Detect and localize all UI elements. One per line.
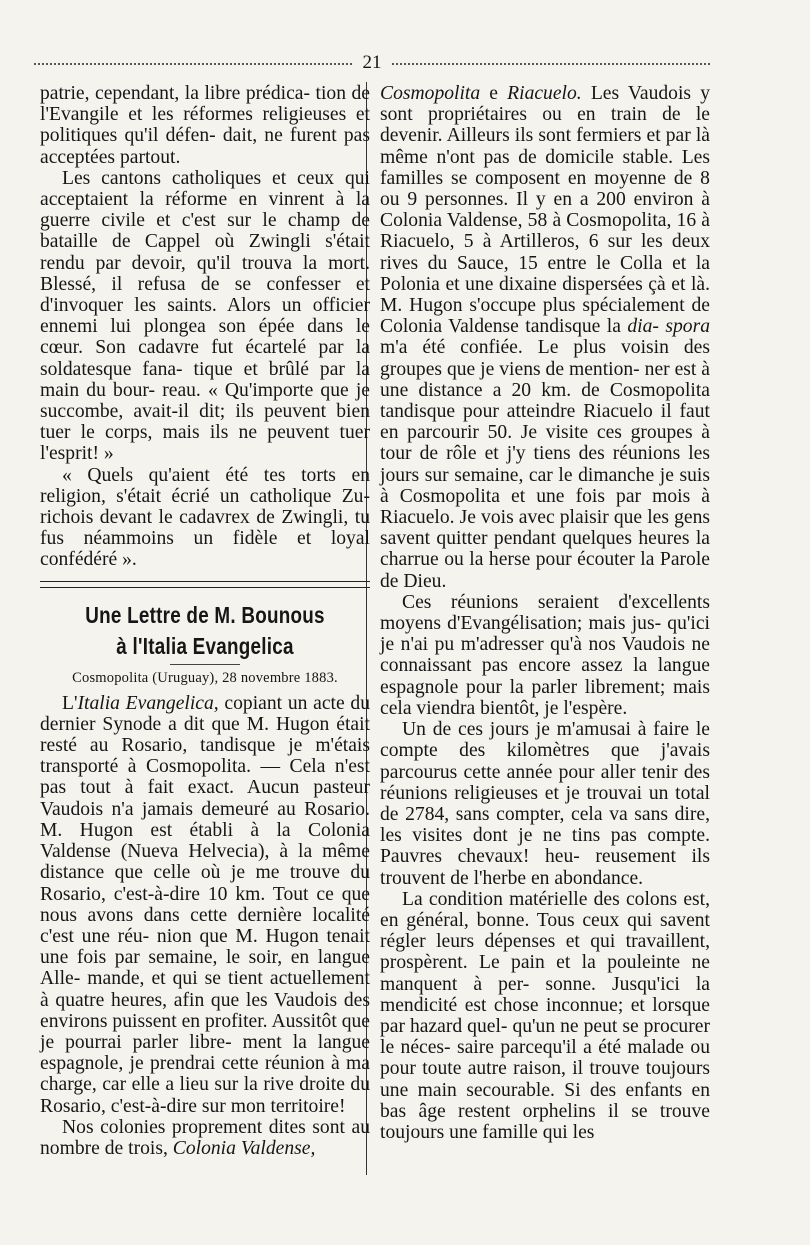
paragraph <box>380 592 710 719</box>
text-line: et par là même n'ont pas de domicile <box>380 125 710 168</box>
text-line: tu fus néammoins un fidèle et loyal <box>40 507 370 550</box>
text-line: inconnue; et lorsque par hazard quel- <box>380 994 710 1037</box>
paragraph <box>380 889 710 1143</box>
text-line: visite ces groupes à tour de rôle et <box>380 422 710 465</box>
text-line: Cosmopolita et une fois par mois à <box>399 485 710 507</box>
paragraph <box>40 465 370 571</box>
text-line: pasteur Vaudois n'a jamais demeuré <box>40 777 370 820</box>
text-line: parler librement; mais cela viendra <box>380 676 711 719</box>
text-line: stable. Les familles se composent en <box>380 146 710 189</box>
article-title-line1: Une Lettre de M. Bounous <box>85 601 325 628</box>
right-column <box>380 83 710 1143</box>
text-line: religion, s'était écrié un catholique Zu- <box>40 485 370 507</box>
text-line: semaine, car le dimanche je suis à <box>380 464 710 507</box>
text-line: gens savent quitter pendant quelques <box>380 507 710 550</box>
text-line: en bas âge restent orphelins il se <box>380 1079 710 1122</box>
text-line: tique et brûlé par la main du bour- <box>40 358 370 401</box>
text-line: qu'un ne peut se procurer le néces- <box>380 1015 710 1059</box>
text-line: la même distance que celle où je me <box>40 841 370 884</box>
paragraph <box>40 1117 370 1159</box>
text-line: et une dixaine dispersées çà et là. <box>445 273 710 295</box>
left-top-text <box>40 83 370 571</box>
text-line: Nos colonies proprement dites sont <box>62 1116 345 1138</box>
left-bottom-text <box>40 693 370 1159</box>
text-line: le compte des kilomètres que j'avais <box>380 719 710 762</box>
text-line: parcourus cette année pour aller tenir <box>380 761 678 783</box>
text-line: était resté au Rosario, tandisque je <box>40 713 370 757</box>
text-line: tion de l'Evangile et les réformes <box>40 83 371 126</box>
paragraph <box>40 693 370 1117</box>
text-line: M. Hugon s'occupe plus spécialement <box>380 295 685 317</box>
text-line: religieuses et politiques qu'il défen- <box>40 104 370 147</box>
text-line: à la guerre civile et c'est sur le <box>40 189 370 232</box>
text-line: confédéré ». <box>40 549 137 571</box>
text-line: trouve toujours une famille qui les <box>380 1100 710 1143</box>
text-line: au Rosario. M. Hugon est établi à la <box>40 798 371 841</box>
text-line: La condition matérielle des colons <box>402 888 678 910</box>
article-dateline: Cosmopolita (Uruguay), 28 novembre 1883. <box>72 669 338 686</box>
text-line: ner est à une distance a 20 km. de <box>380 358 710 401</box>
text-line: l'esprit! » <box>40 443 114 465</box>
text-line: Cosmopolita tandisque pour atteindre <box>380 379 710 423</box>
text-line: saire parcequ'il a été malade ou pour <box>380 1037 710 1080</box>
text-line: heures la charrue ou la herse pour <box>380 528 711 571</box>
text-line: est, en général, bonne. Tous ceux <box>380 888 711 931</box>
text-line: son épée dans le cœur. Son cadavre <box>40 316 371 359</box>
title-ornament <box>170 664 240 665</box>
text-line: qu'ici je n'ai pu m'adresser qu'à nos <box>380 613 710 656</box>
text-line: sonne. Jusqu'ici la mendicité est chose <box>380 973 710 1016</box>
text-line: j'y tiens des réunions les jours sur <box>380 443 710 486</box>
text-line: de Colonia Valdense tandisque la dia- <box>380 295 710 338</box>
left-column <box>40 83 370 1159</box>
text-line: à Artilleros, 6 sur les deux rives du <box>380 231 711 274</box>
text-line: km. Tout ce que nous avons dans <box>40 883 370 926</box>
text-line: Colonia Valdense (Nueva Helvecia), à <box>40 819 370 863</box>
text-line: des groupes que je viens de mention- <box>380 337 710 380</box>
text-line: a lieu sur la rive droite du Rosario, <box>40 1074 371 1117</box>
text-line: cette réunion à ma charge, car elle <box>40 1053 370 1096</box>
text-line: spora m'a été confiée. Le plus voisin <box>380 316 711 359</box>
text-line: assez la langue espagnole pour la <box>380 655 710 698</box>
text-line: trouva la mort. Blessé, il refusa de <box>40 252 370 295</box>
text-line: Ces réunions seraient d'excellents <box>402 591 710 613</box>
text-line: toute autre raison, il trouve toujours <box>422 1058 710 1080</box>
text-line: Les cantons catholiques et ceux <box>62 167 335 189</box>
text-line: Riacuelo. Je vois avec plaisir que les <box>380 507 669 529</box>
text-line: le devenir. Ailleurs ils sont fermiers <box>380 104 710 147</box>
text-line: dait, ne furent pas acceptées partout. <box>40 125 370 168</box>
text-line: en a 200 environ à Colonia Valdense, <box>380 189 710 232</box>
text-line: reusement ils trouvent de l'herbe en <box>380 846 710 889</box>
paragraph <box>380 719 710 889</box>
paragraph <box>40 168 370 465</box>
text-line: fut écartelé par la soldatesque fana- <box>40 337 370 380</box>
text-line: Cela n'est pas tout à fait exact. Aucun <box>40 756 370 799</box>
text-line: abondance. <box>554 867 644 889</box>
text-line: des environs puissent en profiter. <box>40 989 370 1032</box>
text-line: Sauce, 15 entre le Colla et la Polonia <box>380 252 710 295</box>
header-rule-left <box>34 63 352 65</box>
text-line: qui acceptaient la réforme en vinrent <box>40 167 370 211</box>
text-line: du dernier Synode a dit que M. Hugon <box>40 692 370 735</box>
text-line: 58 à Cosmopolita, 16 à Riacuelo, 5 <box>380 210 710 253</box>
text-line: Zwingli s'était rendu par devoir, qu'il <box>40 231 371 274</box>
text-line: richois devant le cadavrex de Zwingli, <box>40 507 349 529</box>
text-line: qui savent régler leurs dépenses et <box>380 909 711 953</box>
text-line: et la pouleinte ne manquent à per- <box>380 952 710 995</box>
text-line: Riacuelo il faut en parcourir 50. Je <box>380 401 710 444</box>
text-line: c'est-à-dire sur mon territoire! <box>110 1095 346 1117</box>
text-line: va sans dire, les visites dont je ne tins <box>380 803 710 847</box>
text-line: cette dernière localité c'est une réu- <box>40 904 370 947</box>
text-line: nion que M. Hugon tenait une fois <box>40 925 370 969</box>
text-line: ment la langue espagnole, je prendrai <box>40 1031 370 1075</box>
header-rule-right <box>392 63 710 65</box>
running-header <box>34 52 710 74</box>
text-line: bientôt, je l'espère. <box>480 697 628 719</box>
text-line: moyens d'Evangélisation; mais jus- <box>380 613 662 635</box>
text-line: champ de bataille de Cappel où <box>40 210 370 253</box>
text-line: m'étais transporté à Cosmopolita. — <box>40 735 370 778</box>
text-line: mande, et qui se tient actuellement <box>87 968 370 990</box>
text-line: pas compte. Pauvres chevaux! heu- <box>380 825 710 868</box>
text-line: se confesser et d'invoquer les saints. <box>40 273 370 317</box>
text-line: écouter la Parole de Dieu. <box>380 549 710 592</box>
text-line: moyenne de 8 ou 9 personnes. Il y <box>380 167 710 211</box>
paragraph <box>40 83 370 168</box>
text-line: reau. « Qu'importe que je succombe, <box>40 379 370 423</box>
text-line: patrie, cependant, la libre prédica- <box>40 83 311 104</box>
text-line: Vaudois ne connaissant pas encore <box>380 634 711 677</box>
right-text <box>380 83 710 1143</box>
text-line: L'Italia Evangelica, copiant un acte <box>62 692 345 714</box>
text-line: « Quels qu'aient été tes torts en <box>62 464 370 486</box>
text-line: Cosmopolita e Riacuelo. Les Vaudois <box>380 83 692 104</box>
article-title-line2: à l'Italia Evangelica <box>116 632 294 659</box>
section-divider <box>40 581 370 588</box>
text-line: Aussitôt que je pourrai parler libre- <box>40 1010 370 1053</box>
text-line: qui travaillent, prospèrent. Le pain <box>380 931 710 974</box>
text-line: une main secourable. Si des enfants <box>380 1079 683 1101</box>
text-line: trouve du Rosario, c'est-à-dire 10 <box>40 862 370 905</box>
text-line: y sont propriétaires ou en train de <box>380 83 710 126</box>
paragraph <box>380 83 710 592</box>
text-line: à quatre heures, afin que les Vaudois <box>40 989 338 1011</box>
text-line: par semaine, le soir, en langue Alle- <box>40 947 370 990</box>
text-line: au nombre de trois, Colonia Valdense, <box>40 1116 370 1159</box>
text-line: Alors un officier ennemi lui plongea <box>40 295 371 338</box>
text-line: des réunions religieuses et je trouvai <box>380 761 710 804</box>
text-line: Un de ces jours je m'amusai à faire <box>402 719 690 741</box>
page-number: 21 <box>362 52 382 73</box>
text-line: un total de 2784, sans compter, cela <box>380 782 710 825</box>
text-line: corps, mais ils ne peuvent tuer <box>105 422 370 444</box>
text-line: avait-il dit; ils peuvent bien tuer le <box>40 401 370 444</box>
